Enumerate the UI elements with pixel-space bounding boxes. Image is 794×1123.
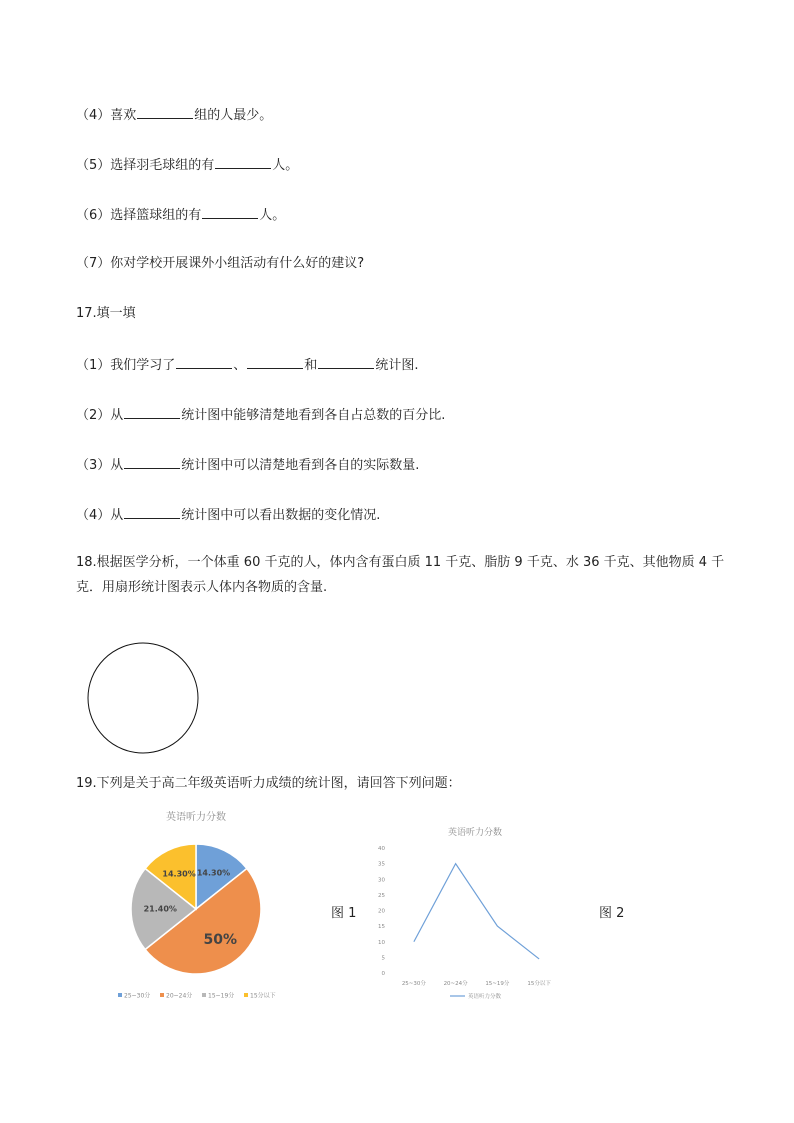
pie-legend-swatch [244, 993, 248, 997]
line-y-tick-label: 5 [381, 955, 385, 962]
q17-item-2 [76, 405, 445, 425]
line-y-tick-label: 40 [378, 846, 385, 852]
line-y-tick-label: 30 [378, 877, 385, 884]
answer-blank[interactable] [124, 405, 180, 419]
line-x-tick-label: 15~19分 [485, 981, 510, 987]
q17-item-3 [76, 455, 419, 475]
pie-legend-label: 25~30分 [124, 992, 151, 1000]
pie-data-label: 14.30% [162, 869, 196, 879]
answer-blank[interactable] [124, 455, 180, 469]
answer-blank[interactable] [247, 355, 303, 369]
line-y-tick-label: 20 [378, 908, 385, 915]
q17-item-2-post: 统计图中能够清楚地看到各自占总数的百分比. [181, 408, 446, 423]
line-x-tick-label: 25~30分 [401, 981, 426, 987]
blank-pie-circle [86, 642, 202, 758]
q17-item-1-sep2: 和 [304, 358, 318, 373]
pie-chart [110, 803, 290, 1008]
q17-item-3-post: 统计图中可以清楚地看到各自的实际数量. [181, 458, 420, 473]
q17-item-4 [76, 505, 380, 525]
figure-1-label: 图 1 [331, 906, 357, 921]
answer-blank[interactable] [215, 155, 271, 169]
q16-item-4-pre: （4）喜欢 [76, 108, 137, 123]
line-chart-title: 英语听力分数 [447, 828, 503, 838]
pie-legend-swatch [118, 993, 122, 997]
line-series-english-listening [414, 864, 539, 959]
answer-blank[interactable] [176, 355, 232, 369]
pie-legend-swatch [160, 993, 164, 997]
answer-blank[interactable] [202, 205, 258, 219]
q17-item-1 [76, 355, 418, 375]
answer-blank[interactable] [137, 105, 193, 119]
q16-item-4 [76, 105, 272, 125]
q17-title: 17.填一填 [76, 306, 136, 321]
line-y-tick-label: 35 [378, 861, 385, 868]
line-y-tick-label: 0 [381, 971, 385, 977]
q16-item-5-pre: （5）选择羽毛球组的有 [76, 158, 215, 173]
pie-data-label: 14.30% [196, 868, 231, 878]
answer-blank[interactable] [124, 505, 180, 519]
line-y-tick-label: 10 [378, 939, 385, 946]
pie-chart-title: 英语听力分数 [166, 812, 226, 823]
q16-item-6-pre: （6）选择篮球组的有 [76, 208, 202, 223]
pie-legend-label: 15~19分 [208, 992, 235, 1000]
q17-item-1-pre: （1）我们学习了 [76, 358, 176, 373]
q17-item-4-pre: （4）从 [76, 508, 124, 523]
line-legend-label: 英语听力分数 [468, 994, 502, 1000]
pie-legend-swatch [202, 993, 206, 997]
q16-item-4-post: 组的人最少。 [194, 108, 273, 123]
q17-item-1-sep1: 、 [233, 358, 247, 373]
pie-data-label: 21.40% [143, 904, 177, 914]
answer-blank[interactable] [318, 355, 374, 369]
q16-item-6-post: 人。 [259, 208, 286, 223]
q17-item-1-post: 统计图. [375, 358, 419, 373]
q16-item-6 [76, 205, 285, 225]
q17-item-3-pre: （3）从 [76, 458, 124, 473]
q16-item-7: （7）你对学校开展课外小组活动有什么好的建议? [76, 256, 365, 271]
pie-legend-label: 20~24分 [166, 992, 193, 1000]
line-x-tick-label: 15分以下 [527, 981, 551, 987]
q16-item-5-post: 人。 [272, 158, 299, 173]
pie-data-label: 50% [203, 932, 238, 949]
line-y-tick-label: 15 [378, 924, 385, 931]
line-y-tick-label: 25 [378, 892, 385, 899]
q17-item-2-pre: （2）从 [76, 408, 124, 423]
q19-text: 19.下列是关于高二年级英语听力成绩的统计图，请回答下列问题： [76, 776, 461, 791]
q17-item-4-post: 统计图中可以看出数据的变化情况. [181, 508, 381, 523]
q18-text: 18.根据医学分析，一个体重 60 千克的人，体内含有蛋白质 11 千克、脂肪 9 千克、水 36 千克、其他物质 4 千克．用扇形统计图表示人体内各物质的含量. [76, 555, 725, 595]
pie-legend-label: 15分以下 [250, 992, 276, 1000]
line-chart [365, 818, 570, 1008]
line-x-tick-label: 20~24分 [443, 981, 468, 987]
q16-item-5 [76, 155, 298, 175]
figure-2-label: 图 2 [599, 906, 625, 921]
